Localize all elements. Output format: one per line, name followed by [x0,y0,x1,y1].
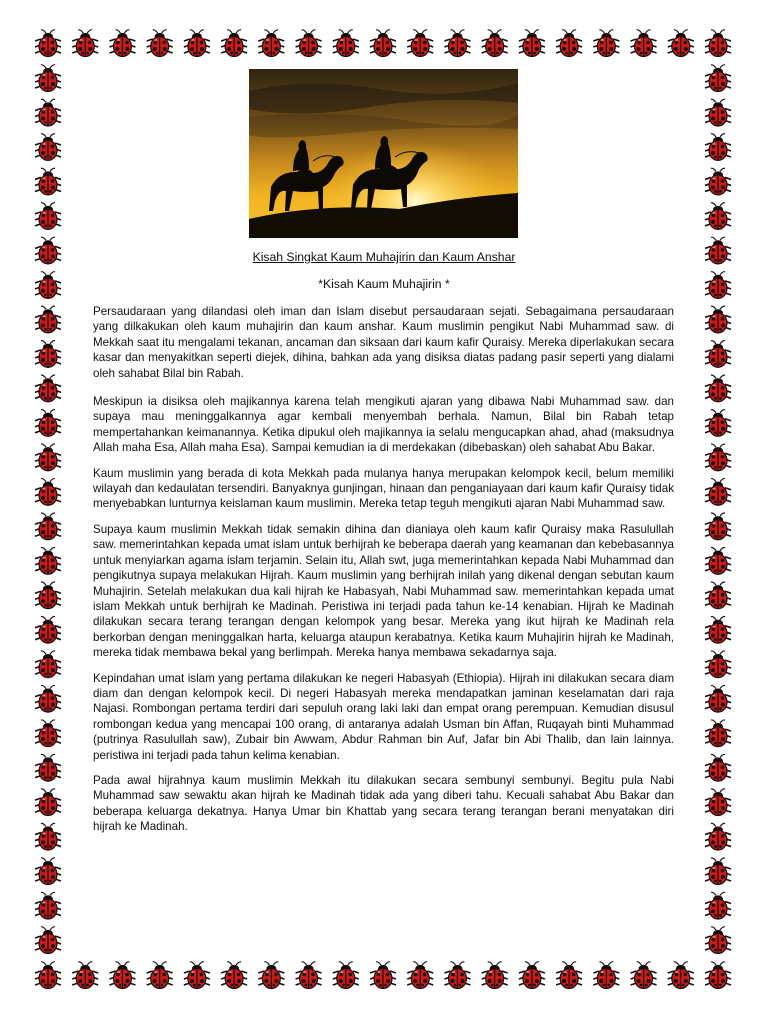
ladybug-icon [705,651,731,678]
ladybug-icon [72,962,98,989]
ladybug-icon [109,30,135,57]
ladybug-icon [668,30,694,57]
ladybug-icon [705,237,731,264]
ladybug-icon [407,962,433,989]
ladybug-icon [333,962,359,989]
ladybug-icon [482,30,508,57]
paragraph: Persaudaraan yang dilandasi oleh iman dan Islam disebut persaudaraan sejati. Sebagaimana persaudaraan yang dilkakukan oleh kaum muhajirin dan kaum anshar. Kaum muslimin pengikut Nabi Muhammad saw. di Mekkah saat itu mengalami tekanan, ancaman dan siksaan dari kaum kafir Quraisy. Mereka diperlakukan secara kasar dan menyakitkan seperti diejek, dihina, bahkan ada yang disiksa diatas padang pasir seperti yang dialami oleh sahabat Bilal bin Rabah. [93,305,674,380]
ladybug-icon [705,306,731,333]
ladybug-icon [35,616,61,643]
ladybug-icon [519,30,545,57]
paragraph: Meskipun ia disiksa oleh majikannya karena telah mengikuti ajaran yang dibawa Nabi Muhammad saw. dan supaya mau meninggalkannya agar kembali menyembah berhala. Namun, Bilal bin Rabah tetap mempertahankan keimanannya. Ketika dipukul oleh majikannya ia selalu mengucapkan ahad, ahad (maksudnya Allah maha Esa, Allah maha Esa). Sampai kemudian ia di merdekakan (dibebaskan) oleh sahabat Abu Bakar. [93,395,674,455]
ladybug-icon [35,927,61,954]
ladybug-icon [705,30,731,57]
ladybug-icon [35,651,61,678]
ladybug-icon [35,513,61,540]
ladybug-icon [35,685,61,712]
paragraph: Kepindahan umat islam yang pertama dilakukan ke negeri Habasyah (Ethiopia). Hijrah ini dilakukan secara diam diam dan dengan kelompok kecil. Di negeri Habasyah mereka mendapatkan jaminan keselamatan dari raja Najasi. Rombongan pertama terdiri dari sepuluh orang laki laki dan empat orang perempuan. Kemudian disusul rombongan kedua yang mencapai 100 orang, di antaranya adalah Usman bin Affan, Ruqayah binti Muhammad (putrinya Rasulullah saw), Zubair bin Awwam, Abdur Rahman bin Auf, Jafar bin Abi Thalib, dan lain lainnya. peristiwa ini terjadi pada tahun kelima kenabian. [93,671,674,762]
ladybug-icon [631,30,657,57]
ladybug-icon [705,754,731,781]
ladybug-icon [705,375,731,402]
ladybug-icon [35,962,61,989]
ladybug-icon [556,30,582,57]
ladybug-icon [221,30,247,57]
ladybug-icon [35,306,61,333]
ladybug-icon [258,30,284,57]
ladybug-icon [147,962,173,989]
ladybug-icon [705,720,731,747]
ladybug-icon [35,99,61,126]
ladybug-icon [221,962,247,989]
ladybug-icon [705,410,731,437]
ladybug-icon [72,30,98,57]
ladybug-icon [407,30,433,57]
ladybug-icon [35,134,61,161]
ladybug-icon [631,962,657,989]
camel-caravan-photo [249,69,518,238]
document-title: Kisah Singkat Kaum Muhajirin dan Kaum Anshar [252,250,516,264]
ladybug-icon [705,685,731,712]
ladybug-icon [333,30,359,57]
ladybug-icon [482,962,508,989]
ladybug-icon [705,479,731,506]
ladybug-icon [705,272,731,299]
ladybug-icon [35,341,61,368]
ladybug-icon [705,341,731,368]
ladybug-icon [147,30,173,57]
ladybug-icon [35,754,61,781]
ladybug-icon [35,548,61,575]
paragraph: Pada awal hijrahnya kaum muslimin Mekkah itu dilakukan secara sembunyi sembunyi. Begitu pula Nabi Muhammad saw sewaktu akan hijrah ke Madinah tidak ada yang diberi tahu. Kecuali sahabat Abu Bakar dan beberapa keluarga dekatnya. Hanya Umar bin Khattab yang secara terang terangan berani menyatakan diri hijrah ke Madinah. [93,773,674,834]
ladybug-icon [519,962,545,989]
document-body [93,304,674,845]
ladybug-icon [705,823,731,850]
ladybug-icon [35,375,61,402]
ladybug-icon [109,962,135,989]
ladybug-icon [35,272,61,299]
ladybug-icon [705,962,731,989]
paragraph: Kaum muslimin yang berada di kota Mekkah pada mulanya hanya merupakan kelompok kecil, belum memiliki wilayah dan kedaulatan tersendiri. Banyaknya gunjingan, hinaan dan penganiayaan dari kaum kafir Quraisy tidak menyebabkan lunturnya keislaman kaum muslimin. Mereka tetap teguh mengikuti ajaran Nabi Muhammad saw. [93,466,674,511]
ladybug-icon [705,65,731,92]
ladybug-icon [184,962,210,989]
ladybug-icon [705,513,731,540]
ladybug-icon [35,444,61,471]
ladybug-icon [705,789,731,816]
ladybug-icon [370,962,396,989]
ladybug-icon [705,134,731,161]
ladybug-icon [35,30,61,57]
ladybug-icon [705,927,731,954]
ladybug-icon [444,30,470,57]
ladybug-icon [444,962,470,989]
ladybug-icon [35,892,61,919]
document-subtitle: *Kisah Kaum Muhajirin * [318,277,450,291]
ladybug-icon [705,858,731,885]
ladybug-icon [705,892,731,919]
ladybug-icon [35,789,61,816]
ladybug-icon [35,168,61,195]
ladybug-icon [258,962,284,989]
ladybug-icon [35,858,61,885]
ladybug-icon [593,962,619,989]
paragraph: Supaya kaum muslimin Mekkah tidak semakin dihina dan dianiaya oleh kaum kafir Quraisy maka Rasulullah saw. memerintahkan kepada umat islam untuk berhijrah ke beberapa daerah yang keamanan dan kebebasannya untuk menyiarkan agama islam terjamin. Selain itu, Allah swt, juga memerintahkan kepada Nabi Muhammad dan pengikutnya supaya melakukan Hijrah. Kaum muslimin yang berhijrah inilah yang dikenal dengan sebutan kaum Muhajirin. Setelah melakukan dua kali hijrah ke Habasyah, Nabi Muhammad saw. memerintahkan kepada umat islam Mekkah untuk berhijrah ke Madinah. Peristiwa ini terjadi pada tahun ke-14 kenabian. Hijrah ke Madinah dilakukan secara terang terangan dengan kelompok yang besar. Mereka yang ikut hijrah ke Madinah rela berkorban dengan meninggalkan harta, keluarga ataupun kerabatnya. Ketika kaum Muhajirin hijrah ke Madinah, mereka tidak membawa bekal yang berlimpah. Mereka hanya membawa sekadarnya saja. [93,522,674,660]
ladybug-icon [35,479,61,506]
ladybug-icon [35,823,61,850]
ladybug-icon [705,582,731,609]
ladybug-icon [35,237,61,264]
ladybug-icon [184,30,210,57]
ladybug-icon [705,99,731,126]
ladybug-icon [35,65,61,92]
ladybug-icon [705,444,731,471]
ladybug-icon [296,962,322,989]
ladybug-icon [593,30,619,57]
ladybug-icon [705,548,731,575]
ladybug-icon [705,616,731,643]
ladybug-icon [35,720,61,747]
ladybug-icon [556,962,582,989]
ladybug-icon [35,582,61,609]
ladybug-icon [705,203,731,230]
ladybug-icon [668,962,694,989]
ladybug-icon [296,30,322,57]
ladybug-icon [35,410,61,437]
ladybug-icon [35,203,61,230]
ladybug-icon [370,30,396,57]
ladybug-icon [705,168,731,195]
